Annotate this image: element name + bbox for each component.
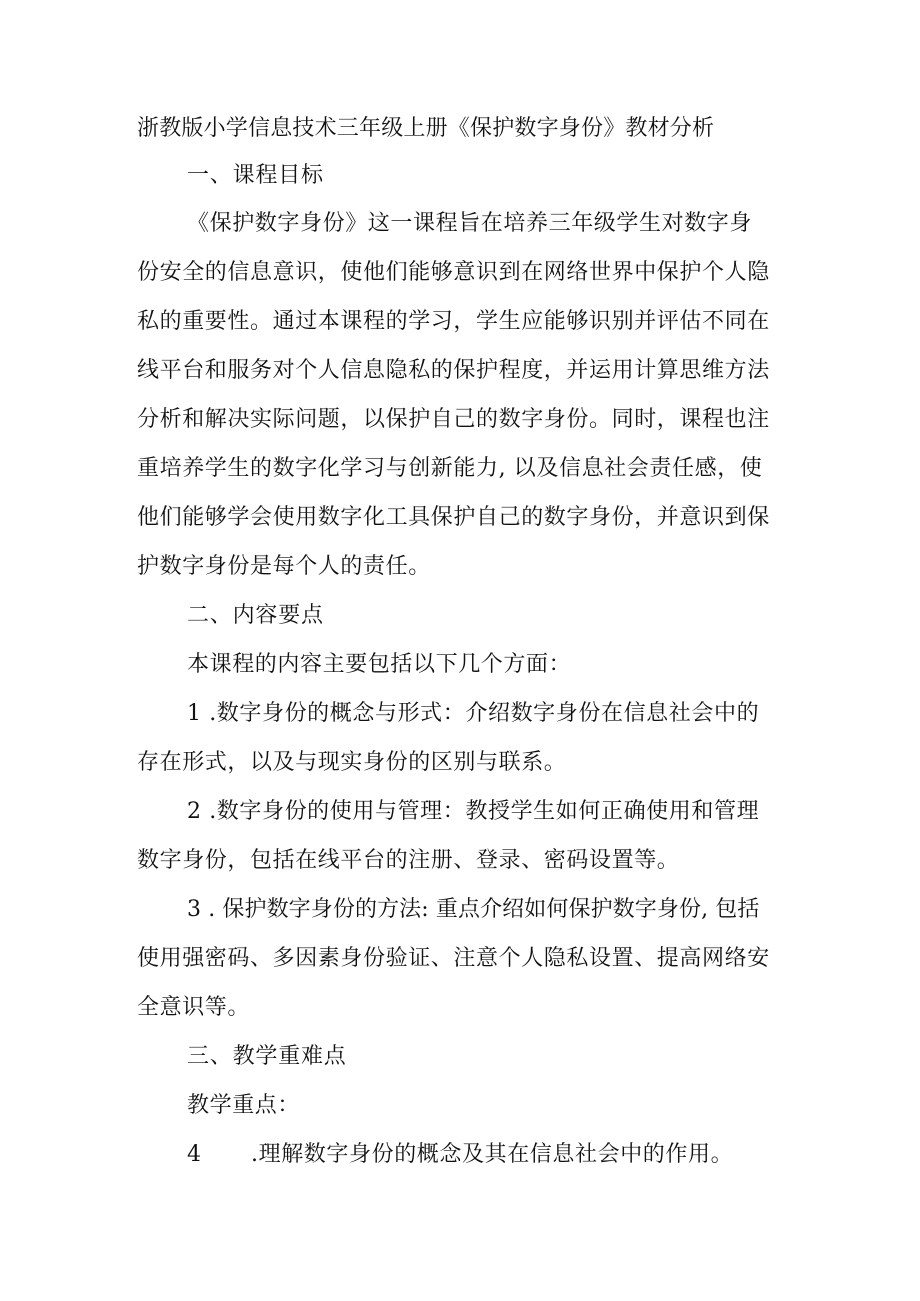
paragraph-line: 护数字身份是每个人的责任。: [137, 554, 431, 579]
list-item-line: 2 .数字身份的使用与管理：教授学生如何正确使用和管理: [187, 799, 760, 824]
paragraph-line: 他们能够学会使用数字化工具保护自己的数字身份，并意识到保: [137, 505, 770, 530]
paragraph-line: 《保护数字身份》这一课程旨在培养三年级学生对数字身: [187, 211, 753, 236]
list-item-line: 存在形式，以及与现实身份的区别与联系。: [137, 750, 567, 775]
paragraph-line: 私的重要性。通过本课程的学习，学生应能够识别并评估不同在: [137, 309, 770, 334]
section-intro: 本课程的内容主要包括以下几个方面：: [187, 652, 572, 677]
section-heading-content-points: 二、内容要点: [187, 603, 324, 628]
list-item: [187, 1140, 733, 1170]
list-item-text: .理解数字身份的概念及其在信息社会中的作用。: [251, 1142, 734, 1167]
list-item-number: 4: [187, 1142, 202, 1167]
list-item-line: 使用强密码、多因素身份验证、注意个人隐私设置、提高网络安: [137, 946, 770, 971]
paragraph-line: 重培养学生的数字化学习与创新能力, 以及信息社会责任感，使: [137, 456, 763, 481]
paragraph-line: 线平台和服务对个人信息隐私的保护程度，并运用计算思维方法: [137, 358, 770, 383]
section-heading-key-difficulties: 三、教学重难点: [187, 1044, 347, 1069]
list-item-line: 1 .数字身份的概念与形式：介绍数字身份在信息社会中的: [187, 701, 760, 726]
list-item-line: 3 . 保护数字身份的方法: 重点介绍如何保护数字身份, 包括: [187, 897, 760, 922]
paragraph-line: 份安全的信息意识，使他们能够意识到在网络世界中保护个人隐: [137, 260, 770, 285]
list-item-line: 数字身份，包括在线平台的注册、登录、密码设置等。: [137, 848, 680, 873]
subheading-teaching-focus: 教学重点：: [187, 1093, 301, 1118]
list-item-line: 全意识等。: [137, 995, 251, 1020]
paragraph-line: 分析和解决实际问题，以保护自己的数字身份。同时，课程也注: [137, 407, 770, 432]
document-title: 浙教版小学信息技术三年级上册《保护数字身份》教材分析: [137, 116, 715, 141]
section-heading-course-goals: 一、课程目标: [187, 163, 324, 188]
